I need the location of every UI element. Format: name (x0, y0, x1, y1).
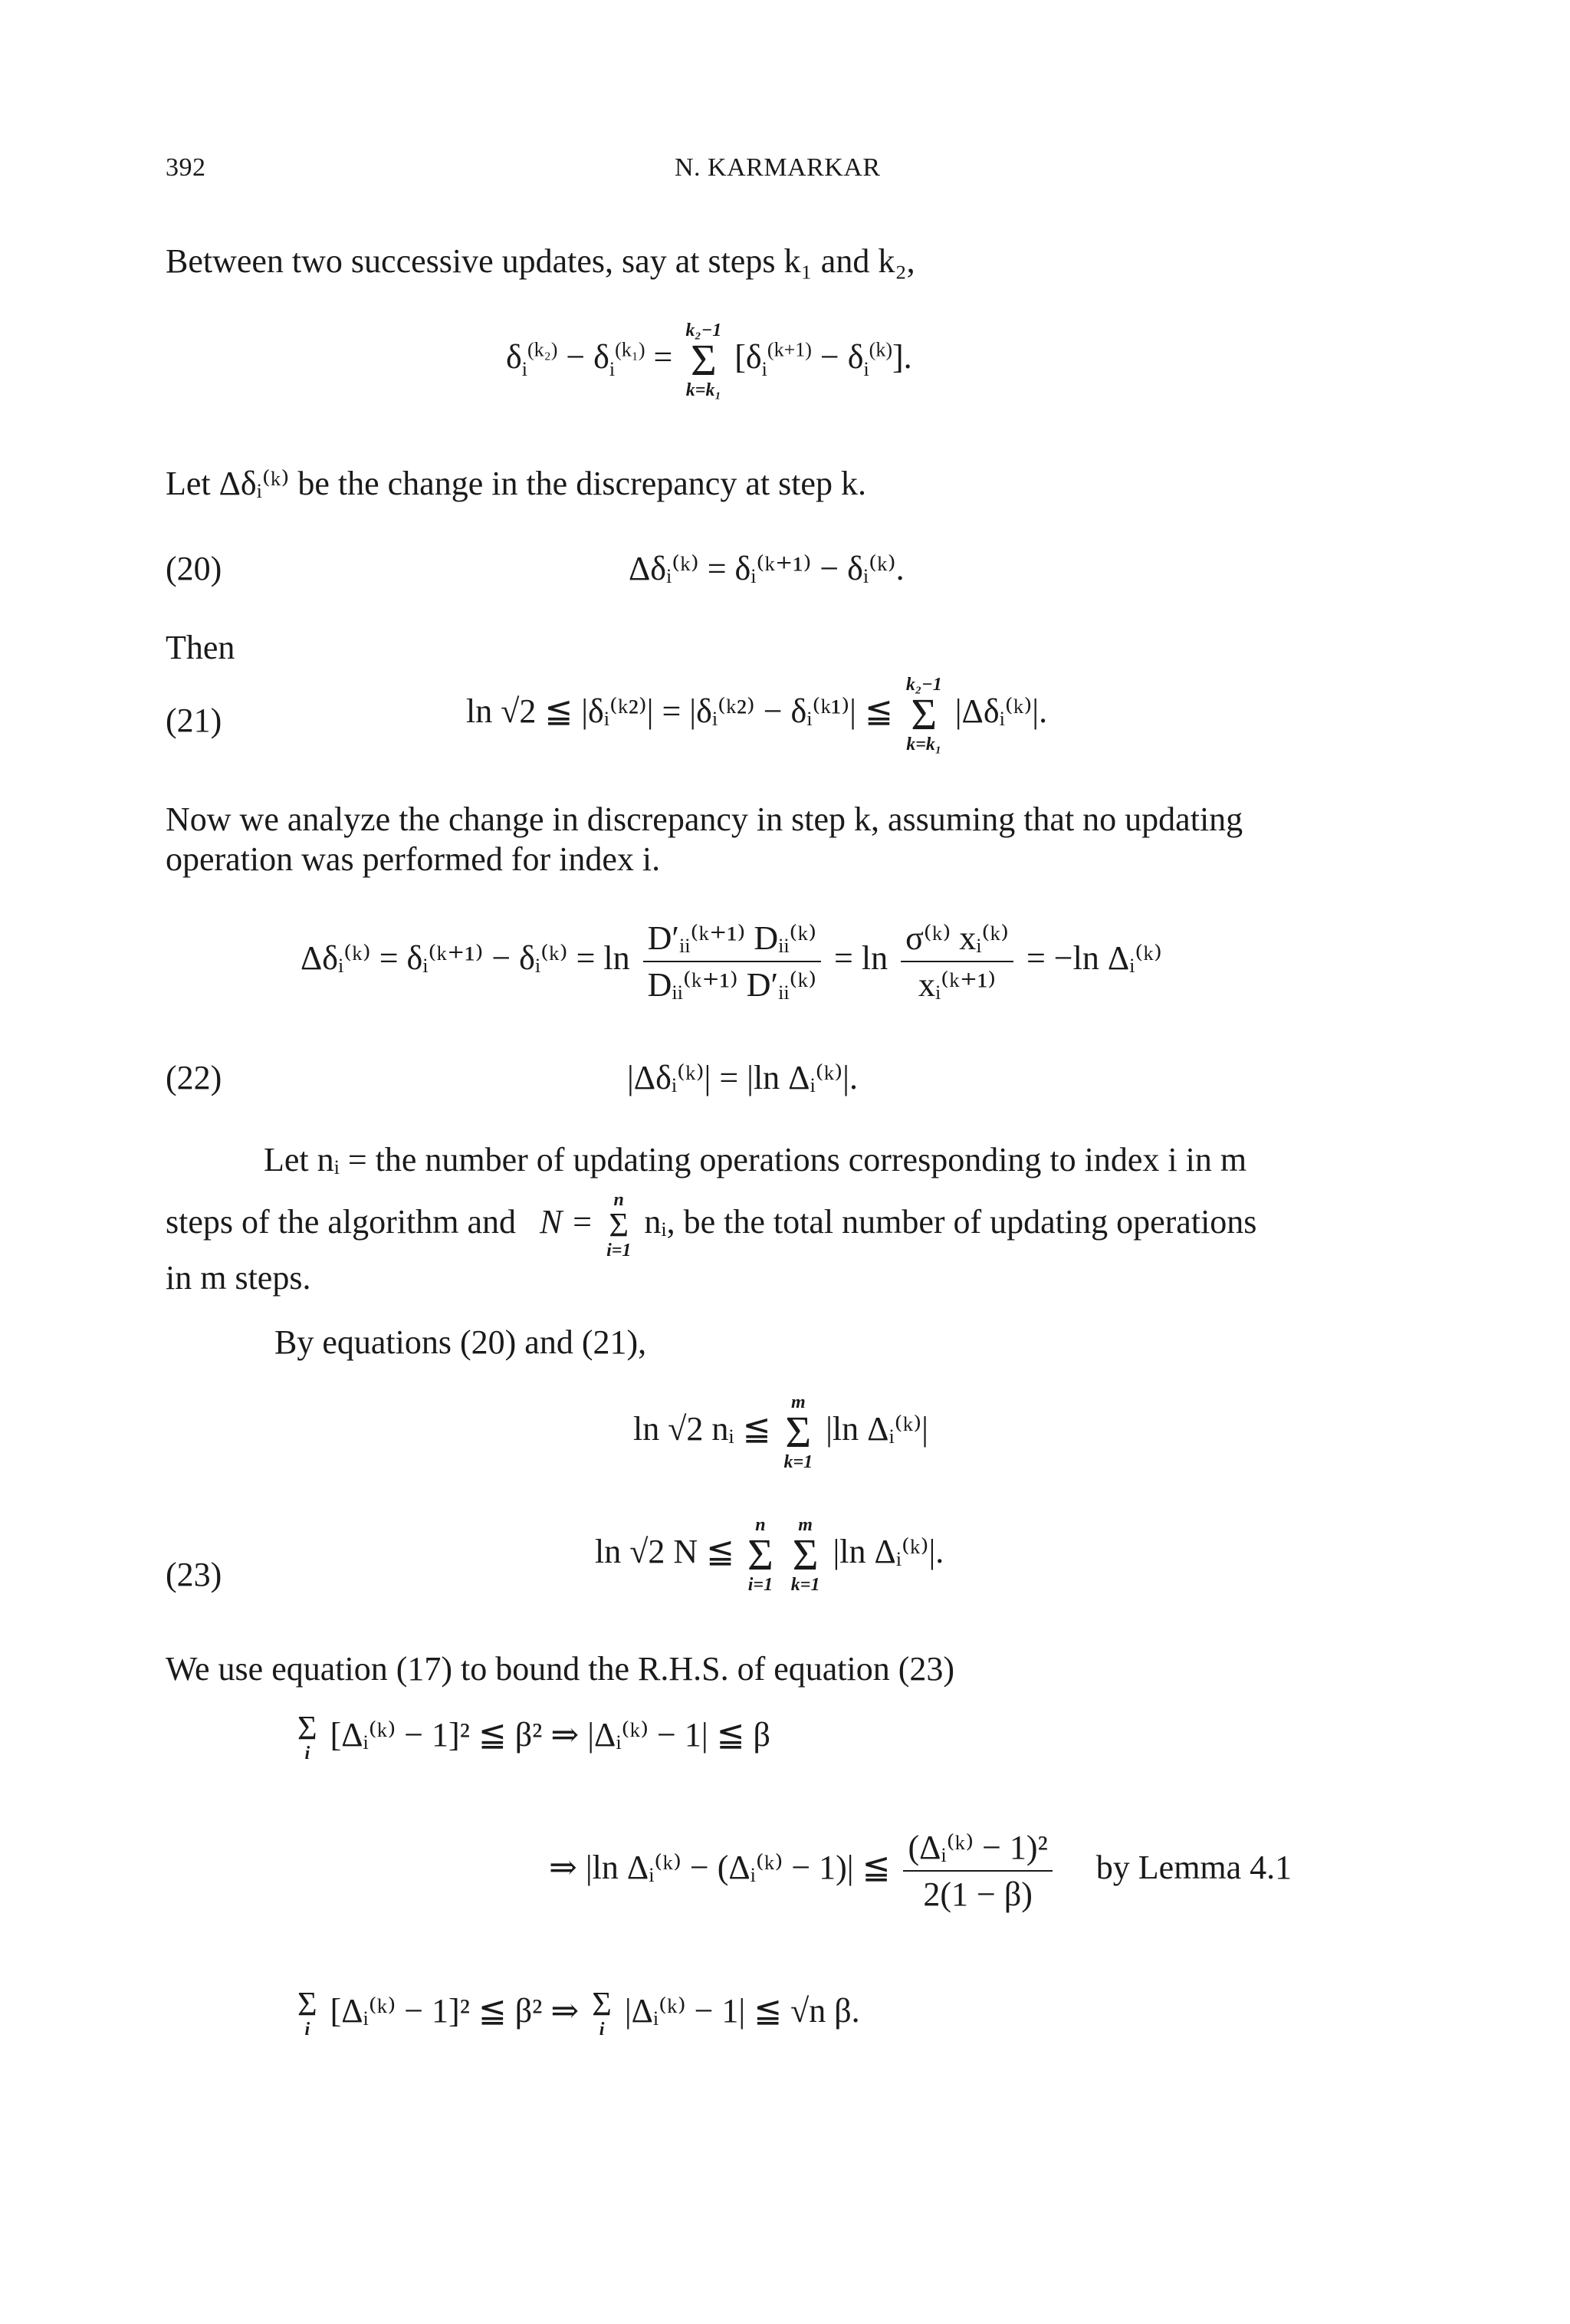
paragraph-use-equation-17: We use equation (17) to bound the R.H.S. of equation (23) (166, 1650, 955, 1688)
paragraph-ni-line-2-start: steps of the algorithm and (166, 1203, 517, 1241)
summation-symbol: m Σ k=1 (783, 1392, 813, 1472)
paragraph-intro: Between two successive updates, say at steps k₁ and k₂, (166, 242, 915, 280)
paragraph-ni-line-2-end: nᵢ, be the total number of updating operations (644, 1203, 1257, 1241)
paragraph-analyze-line-2: operation was performed for index i. (166, 840, 661, 878)
equation-21-lhs: ln √2 ≦ |δᵢ⁽ᵏ²⁾| = |δᵢ⁽ᵏ²⁾ − δᵢ⁽ᵏ¹⁾| ≦ (466, 692, 893, 731)
sum-upper-limit: k₂−1 (685, 320, 722, 340)
summation-symbol: m Σ k=1 (790, 1515, 820, 1595)
equation-main-mid: = ln (834, 939, 888, 978)
word-then: Then (166, 629, 235, 666)
lemma-reference: by Lemma 4.1 (1095, 1849, 1292, 1887)
sum-lower-limit: i (599, 2020, 605, 2040)
equation-sum-beta (297, 1709, 770, 1764)
equation-main-lhs: Δδᵢ⁽ᵏ⁾ = δᵢ⁽ᵏ⁺¹⁾ − δᵢ⁽ᵏ⁾ = ln (301, 939, 630, 978)
paragraph-ni-line-2 (166, 1190, 1256, 1261)
sum-upper-limit: k₂−1 (905, 675, 942, 695)
summation-symbol: n Σ i=1 (747, 1515, 774, 1595)
equation-23-lhs: ln √2 N ≦ (595, 1533, 735, 1571)
equation-difference (506, 320, 912, 400)
page-number: 392 (166, 153, 206, 182)
fraction-numerator: (Δᵢ⁽ᵏ⁾ − 1)² (903, 1828, 1052, 1872)
paragraph-let-delta: Let Δδᵢ⁽ᵏ⁾ be the change in the discrepancy at step k. (166, 465, 866, 502)
equation-number-22: (22) (166, 1059, 222, 1096)
summation-symbol: n Σ i=1 (606, 1190, 632, 1261)
summation-symbol: Σ i (592, 1985, 612, 2040)
sum-lower-limit: i (304, 2020, 310, 2040)
fraction-numerator: D′ᵢᵢ⁽ᵏ⁺¹⁾ Dᵢᵢ⁽ᵏ⁾ (643, 919, 821, 962)
equation-21 (466, 675, 1047, 754)
fraction-lemma (903, 1828, 1052, 1914)
running-title: N. KARMARKAR (675, 153, 881, 182)
equation-main-rhs: = −ln Δᵢ⁽ᵏ⁾ (1026, 939, 1162, 978)
sum-upper-limit: m (790, 1392, 806, 1412)
fraction-x-ratio (901, 919, 1013, 1004)
equation-ni-rhs: |ln Δᵢ⁽ᵏ⁾| (826, 1410, 928, 1448)
equation-difference-rhs: $[\delta_i^{(k+1)} - \delta_i^{(k)}]$. (734, 338, 912, 380)
paragraph-ni-line-3: in m steps. (166, 1259, 311, 1297)
summation-symbol: Σ i (297, 1985, 317, 2040)
fraction-denominator: Dᵢᵢ⁽ᵏ⁺¹⁾ D′ᵢᵢ⁽ᵏ⁾ (647, 966, 817, 1004)
sum-lower-limit: i (304, 1744, 310, 1764)
equation-sqrt-n-part1: [Δᵢ⁽ᵏ⁾ − 1]² ≦ β² ⇒ (330, 1992, 580, 2030)
equation-lemma (549, 1828, 1292, 1914)
sum-lower-limit: k=k₁ (685, 380, 721, 400)
equation-difference-lhs: $\delta_i^{(k_2)} - \delta_i^{(k_1)}$ = (506, 338, 673, 380)
summation-symbol: k₂−1 Σ k=k₁ (905, 675, 942, 754)
sum-lower-limit: i=1 (747, 1575, 774, 1595)
equation-lemma-lhs: ⇒ |ln Δᵢ⁽ᵏ⁾ − (Δᵢ⁽ᵏ⁾ − 1)| ≦ (549, 1849, 891, 1887)
equation-main-derivation (301, 919, 1162, 1004)
paragraph-ni-line-1: Let nᵢ = the number of updating operations corresponding to index i in m (264, 1141, 1247, 1178)
fraction-d-ratio (643, 919, 821, 1004)
equation-sqrt-n-part2: |Δᵢ⁽ᵏ⁾ − 1| ≦ √n β. (624, 1992, 860, 2030)
sum-lower-limit: k=1 (783, 1452, 813, 1472)
equation-sqrt-n-bound (297, 1985, 860, 2040)
equation-22: |Δδᵢ⁽ᵏ⁾| = |ln Δᵢ⁽ᵏ⁾|. (627, 1059, 858, 1096)
paragraph-analyze-line-1: Now we analyze the change in discrepancy in step k, assuming that no updating (166, 800, 1243, 838)
equation-ni-lhs: ln √2 nᵢ ≦ (633, 1410, 771, 1448)
sum-upper-limit: n (613, 1190, 624, 1210)
equation-20: Δδᵢ⁽ᵏ⁾ = δᵢ⁽ᵏ⁺¹⁾ − δᵢ⁽ᵏ⁾. (629, 550, 905, 587)
equation-21-rhs: |Δδᵢ⁽ᵏ⁾|. (954, 692, 1048, 731)
equation-number-21: (21) (166, 702, 222, 739)
sum-lower-limit: k=1 (790, 1575, 820, 1595)
equation-number-23: (23) (166, 1556, 222, 1593)
summation-symbol: k₂−1 Σ k=k₁ (685, 320, 722, 400)
total-n-label: N = (540, 1203, 594, 1241)
summation-symbol: Σ i (297, 1709, 317, 1764)
fraction-numerator: σ⁽ᵏ⁾ xᵢ⁽ᵏ⁾ (901, 919, 1013, 962)
paragraph-by-equations: By equations (20) and (21), (274, 1323, 647, 1361)
sum-lower-limit: k=k₁ (906, 735, 942, 754)
equation-ni-bound (633, 1392, 928, 1472)
sum-upper-limit: n (755, 1515, 766, 1535)
equation-23-rhs: |ln Δᵢ⁽ᵏ⁾|. (833, 1533, 944, 1571)
fraction-denominator: 2(1 − β) (923, 1875, 1033, 1913)
sum-lower-limit: i=1 (606, 1241, 632, 1261)
fraction-denominator: xᵢ⁽ᵏ⁺¹⁾ (918, 966, 997, 1004)
equation-number-20: (20) (166, 550, 222, 587)
equation-sum-beta-body: [Δᵢ⁽ᵏ⁾ − 1]² ≦ β² ⇒ |Δᵢ⁽ᵏ⁾ − 1| ≦ β (330, 1716, 770, 1754)
equation-23 (595, 1515, 944, 1595)
sum-upper-limit: m (798, 1515, 813, 1535)
